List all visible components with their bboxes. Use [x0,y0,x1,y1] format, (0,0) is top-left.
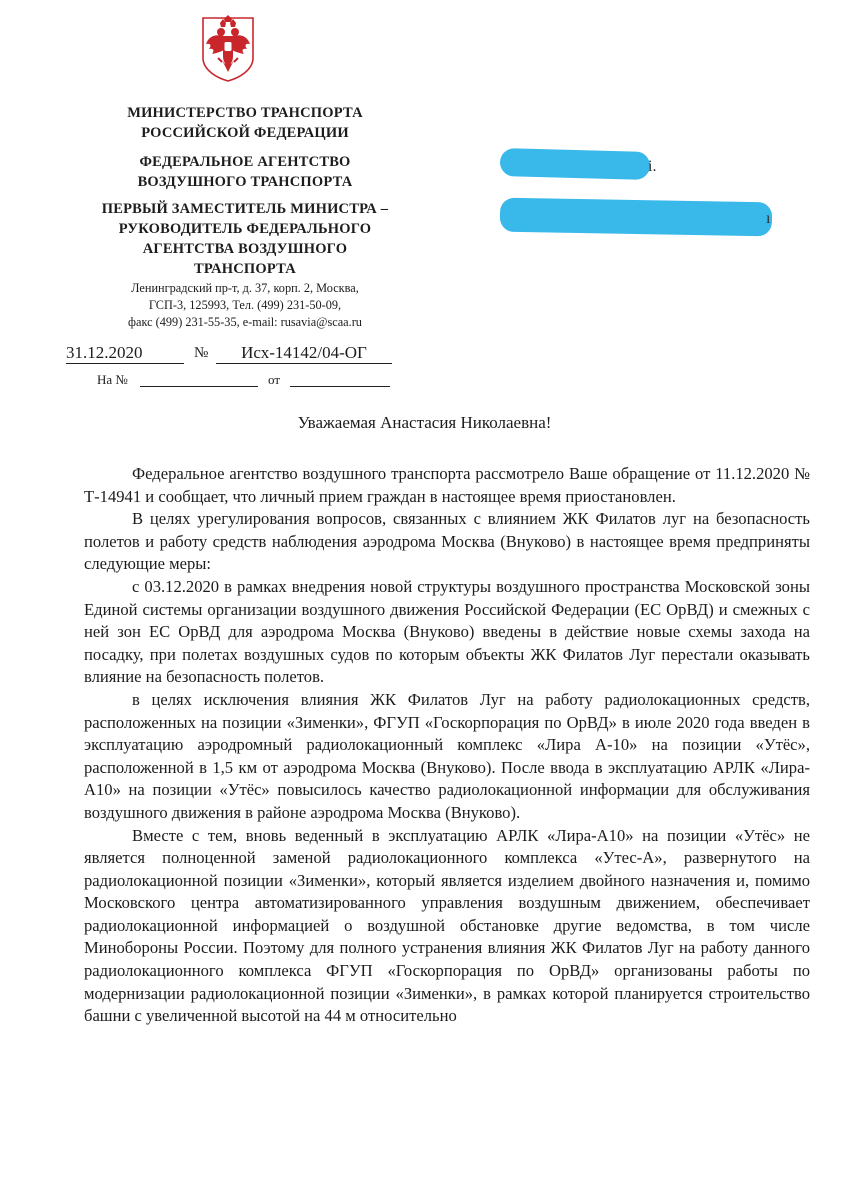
ministry-name: МИНИСТЕРСТВО ТРАНСПОРТА РОССИЙСКОЙ ФЕДЕРАЦИИ [127,105,363,141]
registration-number: Исх-14142/04-ОГ [216,343,392,364]
paragraph: Вместе с тем, вновь веденный в эксплуатацию АРЛК «Лира-А10» на позиции «Утёс» не является полноценной заменой радиолокационного комплекса «Утес-А», развернутого на радиолокационной позиции «Зименки», который является изделием двойного назначения и, помимо Московского центра автоматизированного управления воздушным движением, обеспечивает радиолокационной информацией о воздушной обстановке другие ведомства, в том числе Минобороны России. Поэтому для полного устранения влияния ЖК Филатов Луг на работу данного радиолокационного комплекса ФГУП «Госкорпорация по ОрВД» организованы работы по модернизации радиолокационной позиции «Зименки», в рамках которой планируется строительство башни с увеличенной высотой на 44 м относительно [84,825,810,1026]
reference-date-label: от [268,372,281,387]
paragraph: в целях исключения влияния ЖК Филатов Луг на работу радиолокационных средств, расположенных на позиции «Зименки», ФГУП «Госкорпорация по ОрВД» в июле 2020 года введен в эксплуатацию аэродромный радиолокационный комплекс «Лира А-10» на позиции «Утёс», расположенной в 1,5 км от аэродрома Москва (Внуково). После ввода в эксплуатацию АРЛК «Лира-А10» на позиции «Утёс» повысилось качество радиолокационной информации для обслуживания воздушного движения в районе аэродрома Москва (Внуково). [84,689,810,822]
reference-number-label: На № [97,372,128,387]
redacted-recipient-line-2 [500,198,773,237]
redacted-recipient-line-1 [500,148,651,180]
recipient-fragment-1: і. [648,158,657,175]
paragraph: В целях урегулирования вопросов, связанных с влиянием ЖК Филатов луг на безопасность полетов и работу средств наблюдения аэродрома Москва (Внуково) в настоящее время предприняты следующие меры: [84,509,810,574]
letter-body [84,463,810,1028]
sender-address: Ленинградский пр-т, д. 37, корп. 2, Москва, ГСП-3, 125993, Тел. (499) 231-50-09, факс (499) 231-55-35, e-mail: rusavia@scaa.ru [128,281,362,329]
reference-number-line [140,386,258,387]
coat-of-arms-emblem [193,14,263,84]
registration-date: 31.12.2020 [66,343,184,364]
recipient-fragment-2: ı [766,210,771,227]
signatory-position: ПЕРВЫЙ ЗАМЕСТИТЕЛЬ МИНИСТРА – РУКОВОДИТЕЛЬ ФЕДЕРАЛЬНОГО АГЕНТСТВА ВОЗДУШНОГО ТРАНСПОРТА [101,201,389,277]
paragraph: с 03.12.2020 в рамках внедрения новой структуры воздушного пространства Московской зоны Единой системы организации воздушного движения Российской Федерации (ЕС ОрВД) и смежных с ней зон ЕС ОрВД для аэродрома Москва (Внуково) введены в действие новые схемы захода на посадку, при полетах воздушных судов по которым объекты ЖК Филатов Луг перестали оказывать влияние на безопасность полетов. [84,576,810,687]
agency-name: ФЕДЕРАЛЬНОЕ АГЕНТСТВО ВОЗДУШНОГО ТРАНСПОРТА [137,154,353,190]
reference-date-line [290,386,390,387]
letter-greeting: Уважаемая Анастасия Николаевна! [297,413,552,432]
paragraph: Федеральное агентство воздушного транспорта рассмотрело Ваше обращение от 11.12.2020 № Т-14941 и сообщает, что личный прием граждан в настоящее время приостановлен. [84,464,810,506]
number-sign: № [194,345,209,361]
